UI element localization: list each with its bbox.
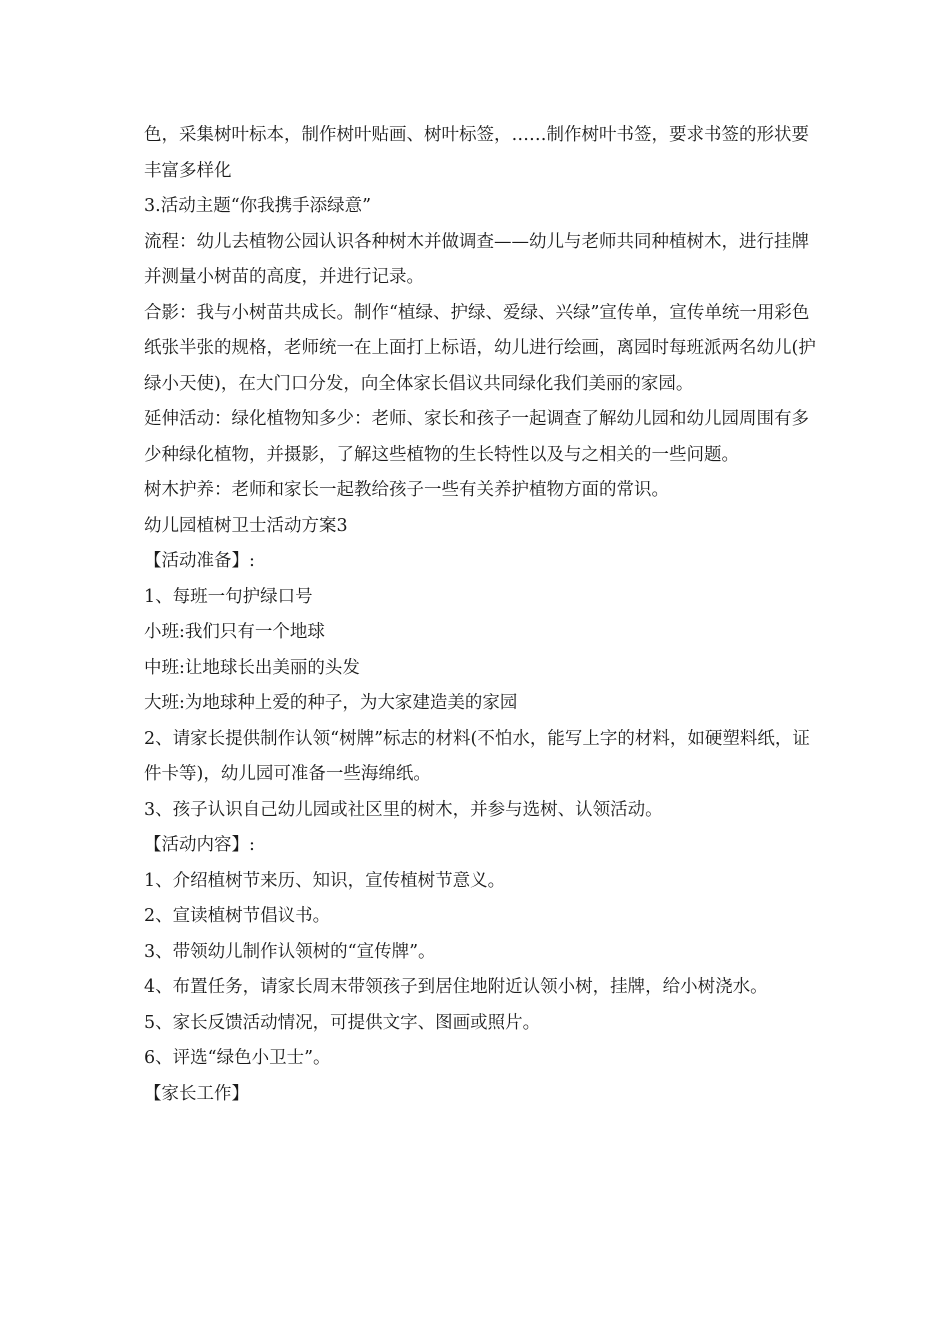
list-item: 小班:我们只有一个地球 bbox=[144, 622, 325, 642]
document-body bbox=[144, 118, 824, 1112]
paragraph: 延伸活动：绿化植物知多少：老师、家长和孩子一起调查了解幼儿园和幼儿园周围有多少种绿化植物，并摄影，了解这些植物的生长特性以及与之相关的一些问题。 bbox=[144, 409, 809, 465]
list-item: 4、布置任务，请家长周末带领孩子到居住地附近认领小树，挂牌，给小树浇水。 bbox=[144, 977, 768, 997]
paragraph: 色，采集树叶标本，制作树叶贴画、树叶标签，……制作树叶书签，要求书签的形状要丰富多样化 bbox=[144, 125, 809, 181]
paragraph: 流程：幼儿去植物公园认识各种树木并做调查——幼儿与老师共同种植树木，进行挂牌并测量小树苗的高度，并进行记录。 bbox=[144, 231, 809, 287]
paragraph: 树木护养：老师和家长一起教给孩子一些有关养护植物方面的常识。 bbox=[144, 480, 669, 500]
list-item: 1、介绍植树节来历、知识，宣传植树节意义。 bbox=[144, 870, 506, 891]
section-heading: 【活动准备】: bbox=[144, 551, 255, 571]
list-item: 2、宣读植树节倡议书。 bbox=[144, 906, 331, 926]
section-heading: 【活动内容】: bbox=[144, 835, 255, 855]
section-heading: 3.活动主题“你我携手添绿意” bbox=[144, 196, 372, 216]
paragraph: 合影：我与小树苗共成长。制作“植绿、护绿、爱绿、兴绿”宣传单，宣传单统一用彩色纸张半张的规格，老师统一在上面打上标语，幼儿进行绘画，离园时每班派两名幼儿(护绿小天使)，在大门口分发，向全体家长倡议共同绿化我们美丽的家园。 bbox=[144, 302, 816, 394]
list-item: 6、评选“绿色小卫士”。 bbox=[144, 1048, 331, 1068]
list-item: 2、请家长提供制作认领“树牌”标志的材料(不怕水，能写上字的材料，如硬塑料纸，证件卡等)，幼儿园可准备一些海绵纸。 bbox=[144, 728, 810, 784]
list-item: 大班:为地球种上爱的种子，为大家建造美的家园 bbox=[144, 693, 518, 713]
list-item: 3、带领幼儿制作认领树的“宣传牌”。 bbox=[144, 941, 436, 962]
section-title: 幼儿园植树卫士活动方案3 bbox=[144, 515, 348, 536]
list-item: 中班:让地球长出美丽的头发 bbox=[144, 657, 360, 678]
list-item: 3、孩子认识自己幼儿园或社区里的树木，并参与选树、认领活动。 bbox=[144, 799, 663, 820]
list-item: 1、每班一句护绿口号 bbox=[144, 586, 313, 607]
section-heading: 【家长工作】 bbox=[144, 1083, 249, 1104]
list-item: 5、家长反馈活动情况，可提供文字、图画或照片。 bbox=[144, 1012, 541, 1033]
